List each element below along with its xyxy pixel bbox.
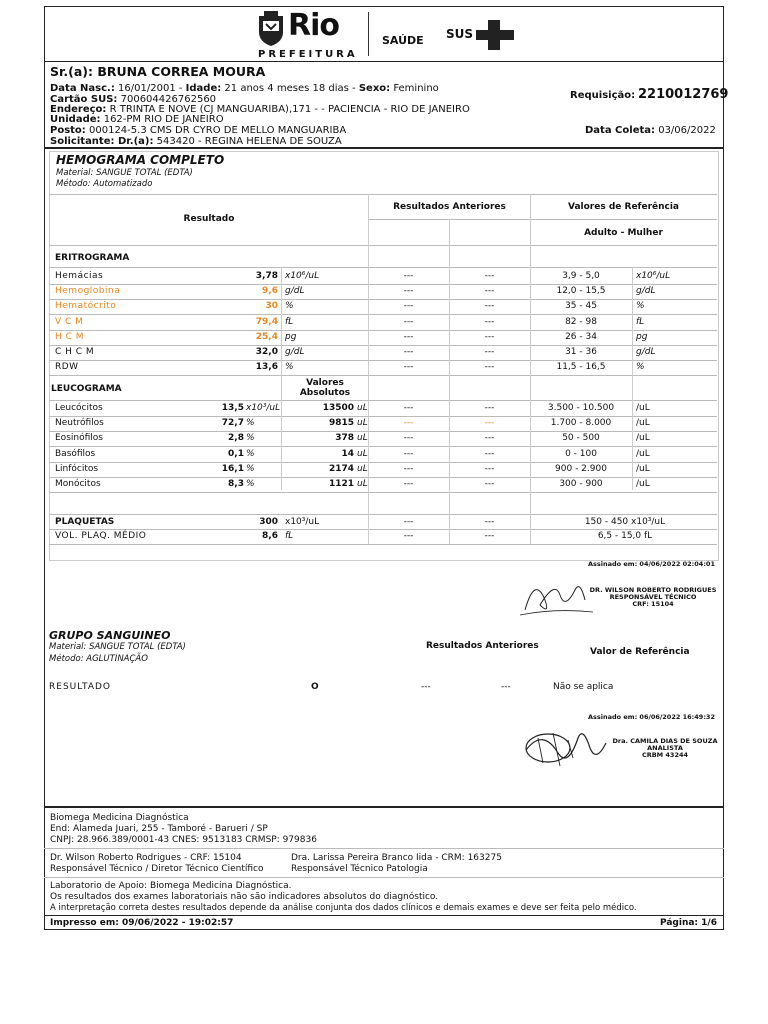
eritro-value: 32,0 bbox=[255, 347, 278, 357]
eritro-name: Hematócrito bbox=[55, 301, 117, 312]
eritro-unit: g/dL bbox=[285, 347, 305, 357]
table-head-top bbox=[49, 194, 717, 195]
leuco-name: Monócitos bbox=[55, 479, 101, 489]
leuco-prev-1: --- bbox=[403, 418, 414, 429]
row-rule bbox=[49, 314, 717, 315]
eritro-value: 13,6 bbox=[255, 362, 278, 373]
leuco-name: Leucócitos bbox=[55, 403, 103, 413]
eritro-ref: 31 - 36 bbox=[565, 347, 597, 357]
leuco-abs-unit: uL bbox=[357, 463, 368, 474]
eritro-prev-2: --- bbox=[484, 271, 495, 281]
sig-camila-role: ANALISTA bbox=[647, 744, 683, 752]
eritro-prev-2: --- bbox=[484, 362, 495, 373]
leuco-unit: % bbox=[246, 479, 255, 489]
col-divider bbox=[449, 219, 450, 544]
leuco-ref: 3.500 - 10.500 bbox=[547, 403, 615, 413]
vpm-ref: 6,5 - 15,0 fL bbox=[597, 531, 653, 541]
vpm-value: 8,6 bbox=[262, 531, 278, 541]
sig-wilson-name: DR. WILSON ROBERTO RODRIGUES bbox=[589, 586, 717, 594]
printed-date: Impresso em: 09/06/2022 - 19:02:57 bbox=[50, 918, 234, 928]
leuco-ref-unit: /uL bbox=[636, 448, 650, 459]
vpm-prev-1: --- bbox=[403, 531, 414, 541]
grupo-method: Método: AGLUTINAÇÃO bbox=[49, 654, 148, 664]
leuco-abs-unit: uL bbox=[357, 403, 368, 413]
eritro-value: 25,4 bbox=[255, 331, 278, 342]
footer-resp1-role: Responsável Técnico / Diretor Técnico Científico bbox=[50, 864, 264, 874]
leuco-abs: 13500 bbox=[322, 403, 354, 413]
eritro-ref-unit: fL bbox=[636, 316, 645, 327]
leuco-ref-unit: /uL bbox=[636, 433, 650, 444]
row-rule bbox=[49, 416, 717, 417]
saude-text: SAÚDE bbox=[382, 34, 424, 47]
col-divider bbox=[530, 194, 531, 544]
header-rule bbox=[44, 61, 724, 62]
sus-text: SUS bbox=[446, 27, 474, 41]
eritro-name: Hemácias bbox=[55, 271, 104, 281]
eritro-ref: 11,5 - 16,5 bbox=[556, 362, 606, 373]
eritro-value: 79,4 bbox=[255, 316, 278, 327]
row-rule bbox=[49, 299, 717, 300]
eritro-unit: fL bbox=[285, 316, 294, 327]
leuco-ref: 50 - 500 bbox=[562, 433, 600, 444]
eritro-prev-1: --- bbox=[403, 331, 414, 342]
eritrograma-title: ERITROGRAMA bbox=[55, 253, 130, 263]
footer-rule-2 bbox=[44, 848, 724, 849]
prefeitura-text: PREFEITURA bbox=[258, 49, 358, 60]
header-divider bbox=[368, 12, 369, 56]
patient-rule bbox=[44, 147, 724, 149]
footer-resp2-role: Responsável Técnico Patologia bbox=[291, 864, 428, 874]
footer-note-2: A interpretação correta destes resultados depende da análise conjunta dos dados clínicos e demais exames e deve ser feita pelo médico. bbox=[50, 903, 637, 913]
row-rule bbox=[49, 345, 717, 346]
footer-note-1: Os resultados dos exames laboratoriais não são indicadores absolutos do diagnóstico. bbox=[50, 892, 439, 902]
row-rule bbox=[49, 330, 717, 331]
eritro-ref-unit: g/dL bbox=[636, 286, 656, 297]
col-result-header: Resultado bbox=[183, 214, 235, 224]
leuco-ref-unit: /uL bbox=[636, 479, 650, 489]
eritro-value: 30 bbox=[265, 301, 278, 312]
leuco-ref: 300 - 900 bbox=[559, 479, 603, 489]
footer-lab: Biomega Medicina Diagnóstica bbox=[50, 813, 189, 823]
leuco-name: Eosinófilos bbox=[55, 433, 103, 444]
coat-of-arms-icon bbox=[256, 10, 286, 48]
eritro-unit: % bbox=[285, 362, 294, 373]
patient-name: Sr.(a): BRUNA CORREA MOURA bbox=[50, 64, 266, 79]
plaq-name: PLAQUETAS bbox=[55, 517, 115, 527]
eritro-ref: 12,0 - 15,5 bbox=[556, 286, 606, 297]
eritro-prev-2: --- bbox=[484, 347, 495, 357]
eritro-prev-1: --- bbox=[403, 301, 414, 312]
plaq-unit: x10³/uL bbox=[285, 517, 320, 527]
grupo-result-label: RESULTADO bbox=[49, 682, 111, 692]
patient-unit-line: Unidade: 162-PM RIO DE JANEIRO bbox=[50, 114, 224, 125]
leuco-name: Neutrófilos bbox=[55, 418, 104, 429]
leuco-ref-unit: /uL bbox=[636, 463, 650, 474]
eritro-prev-2: --- bbox=[484, 316, 495, 327]
leuco-rule bbox=[49, 400, 717, 401]
grupo-result-value: O bbox=[311, 682, 319, 692]
eritro-name: Hemoglobina bbox=[55, 286, 121, 297]
table-head-mid bbox=[368, 219, 717, 220]
leuco-ref: 1.700 - 8.000 bbox=[550, 418, 612, 429]
eritro-name: H C M bbox=[55, 331, 85, 342]
col-divider bbox=[368, 194, 369, 544]
leuco-prev-2: --- bbox=[484, 448, 495, 459]
hemograma-material: Material: SANGUE TOTAL (EDTA) bbox=[56, 168, 193, 178]
grupo-col-reference: Valor de Referência bbox=[590, 647, 690, 657]
footer-address: End: Alameda Juari, 255 - Tamboré - Barueri / SP bbox=[50, 824, 268, 834]
eritro-prev-1: --- bbox=[403, 347, 414, 357]
plaq-rule-top bbox=[49, 514, 717, 515]
patient-requester-line: Solicitante: Dr.(a): 543420 - REGINA HELENA DE SOUZA bbox=[50, 136, 342, 147]
plaq-prev-2: --- bbox=[484, 517, 495, 527]
leuco-name: Basófilos bbox=[55, 448, 96, 459]
col-divider bbox=[632, 267, 633, 490]
row-rule bbox=[49, 360, 717, 361]
footer-rule bbox=[44, 806, 724, 808]
vpm-prev-2: --- bbox=[484, 531, 495, 541]
eritro-prev-2: --- bbox=[484, 331, 495, 342]
footer-cnpj: CNPJ: 28.966.389/0001-43 CNES: 9513183 CRMSP: 979836 bbox=[50, 835, 317, 845]
patient-post-line: Posto: 000124-5.3 CMS DR CYRO DE MELLO MANGUARIBA bbox=[50, 125, 347, 136]
eritro-prev-2: --- bbox=[484, 301, 495, 312]
hemograma-method: Método: Automatizado bbox=[56, 179, 153, 189]
grupo-col-previous: Resultados Anteriores bbox=[426, 641, 539, 651]
leuco-unit: % bbox=[246, 418, 255, 429]
row-rule bbox=[49, 462, 717, 463]
footer-support: Laboratorio de Apoio: Biomega Medicina Diagnóstica. bbox=[50, 881, 292, 891]
eritro-ref-unit: x10⁶/uL bbox=[636, 271, 671, 281]
sig-camila-name: Dra. CAMILA DIAS DE SOUZA bbox=[612, 737, 718, 745]
table-head-bottom bbox=[49, 245, 717, 246]
leuco-abs-unit: uL bbox=[357, 418, 368, 429]
vpm-rule bbox=[49, 544, 717, 545]
leuco-unit: x10³/uL bbox=[246, 403, 281, 413]
vpm-name: VOL. PLAQ. MÉDIO bbox=[55, 531, 147, 541]
eritro-prev-1: --- bbox=[403, 271, 414, 281]
footer-resp1-name: Dr. Wilson Roberto Rodrigues - CRF: 15104 bbox=[50, 853, 242, 863]
leucograma-title: LEUCOGRAMA bbox=[51, 384, 122, 394]
leuco-prev-1: --- bbox=[403, 479, 414, 489]
leuco-prev-1: --- bbox=[403, 448, 414, 459]
hemograma-signed-date: Assinado em: 04/06/2022 02:04:01 bbox=[588, 560, 715, 568]
eritro-ref: 26 - 34 bbox=[565, 331, 597, 342]
leuco-ref-unit: /uL bbox=[636, 418, 650, 429]
plaq-value: 300 bbox=[259, 517, 278, 527]
row-rule bbox=[49, 477, 717, 478]
eritro-prev-2: --- bbox=[484, 286, 495, 297]
leuco-prev-1: --- bbox=[403, 463, 414, 474]
sig-wilson-crf: CRF: 15104 bbox=[632, 600, 674, 608]
eritro-value: 9,6 bbox=[262, 286, 278, 297]
leuco-ref: 900 - 2.900 bbox=[555, 463, 607, 474]
grupo-title: GRUPO SANGUINEO bbox=[49, 629, 171, 642]
leuco-abs: 14 bbox=[341, 448, 354, 459]
eritro-ref-unit: % bbox=[636, 301, 645, 312]
row-rule bbox=[49, 284, 717, 285]
eritro-ref: 3,9 - 5,0 bbox=[562, 271, 600, 281]
sig-camila-crbm: CRBM 43244 bbox=[641, 751, 689, 759]
leuco-value: 2,8 bbox=[228, 433, 244, 444]
eritro-ref-unit: pg bbox=[636, 331, 648, 342]
leuco-prev-2: --- bbox=[484, 403, 495, 413]
leuco-value: 13,5 bbox=[221, 403, 244, 413]
eritro-prev-1: --- bbox=[403, 286, 414, 297]
leuco-abs: 9815 bbox=[328, 418, 354, 429]
plaq-rule bbox=[49, 529, 717, 530]
grupo-prev-1: --- bbox=[421, 682, 431, 692]
leuco-unit: % bbox=[246, 448, 255, 459]
eritro-ref: 82 - 98 bbox=[565, 316, 597, 327]
col-previous-header: Resultados Anteriores bbox=[393, 202, 506, 212]
leuco-prev-2: --- bbox=[484, 418, 495, 429]
row-rule bbox=[49, 431, 717, 432]
grupo-signed-date: Assinado em: 06/06/2022 16:49:32 bbox=[588, 713, 715, 721]
row-rule bbox=[49, 446, 717, 447]
patient-birth-line: Data Nasc.: 16/01/2001 - Idade: 21 anos 4 meses 18 dias - Sexo: Feminino bbox=[50, 83, 439, 94]
eritro-ref: 35 - 45 bbox=[565, 301, 597, 312]
leuco-abs: 2174 bbox=[328, 463, 354, 474]
leuco-value: 16,1 bbox=[221, 463, 244, 474]
eritro-name: RDW bbox=[55, 362, 79, 373]
leuco-value: 72,7 bbox=[221, 418, 244, 429]
absolute-values-title: Valores Absolutos bbox=[299, 378, 351, 398]
hemograma-title: HEMOGRAMA COMPLETO bbox=[56, 153, 225, 167]
footer-resp2-name: Dra. Larissa Pereira Branco Iida - CRM: 163275 bbox=[291, 853, 502, 863]
page-number: Página: 1/6 bbox=[660, 918, 717, 928]
requisition: Requisição: 2210012769 bbox=[570, 87, 729, 102]
sig-wilson-role: RESPONSÁVEL TÉCNICO bbox=[609, 593, 697, 601]
leuco-ref-unit: /uL bbox=[636, 403, 650, 413]
eritro-prev-1: --- bbox=[403, 316, 414, 327]
eritro-rule bbox=[49, 267, 717, 268]
eritro-name: C H C M bbox=[55, 347, 95, 357]
rio-logo-text: Rio bbox=[288, 8, 339, 43]
row-rule bbox=[49, 492, 717, 493]
eritro-unit: x10⁶/uL bbox=[285, 271, 320, 281]
eritro-unit: g/dL bbox=[285, 286, 305, 297]
row-rule bbox=[49, 375, 717, 376]
leuco-prev-2: --- bbox=[484, 463, 495, 474]
leuco-ref: 0 - 100 bbox=[565, 448, 597, 459]
leuco-unit: % bbox=[246, 463, 255, 474]
collect-date: Data Coleta: 03/06/2022 bbox=[585, 125, 716, 136]
col-ref-sub-header: Adulto - Mulher bbox=[584, 228, 663, 238]
leuco-unit: % bbox=[246, 433, 255, 444]
eritro-value: 3,78 bbox=[255, 271, 278, 281]
vpm-unit: fL bbox=[285, 531, 294, 541]
leuco-prev-1: --- bbox=[403, 403, 414, 413]
leuco-abs-unit: uL bbox=[357, 448, 368, 459]
leuco-name: Linfócitos bbox=[55, 463, 99, 474]
patient-address-line: Endereço: R TRINTA E NOVE (CJ MANGUARIBA),171 - - PACIENCIA - RIO DE JANEIRO bbox=[50, 104, 470, 115]
leuco-abs: 378 bbox=[335, 433, 354, 444]
leuco-abs: 1121 bbox=[328, 479, 354, 489]
leuco-abs-unit: uL bbox=[357, 433, 368, 444]
col-reference-header: Valores de Referência bbox=[567, 202, 680, 212]
eritro-unit: % bbox=[285, 301, 294, 312]
leuco-prev-1: --- bbox=[403, 433, 414, 444]
eritro-unit: pg bbox=[285, 331, 297, 342]
eritro-ref-unit: % bbox=[636, 362, 645, 373]
footer-rule-4 bbox=[44, 915, 724, 916]
leuco-value: 8,3 bbox=[228, 479, 244, 489]
eritro-prev-1: --- bbox=[403, 362, 414, 373]
eritro-name: V C M bbox=[55, 316, 84, 327]
leuco-prev-2: --- bbox=[484, 479, 495, 489]
plaq-prev-1: --- bbox=[403, 517, 414, 527]
patient-card-line: Cartão SUS: 700604426762560 bbox=[50, 94, 217, 105]
col-divider bbox=[281, 267, 282, 490]
grupo-ref: Não se aplica bbox=[553, 682, 614, 692]
grupo-material: Material: SANGUE TOTAL (EDTA) bbox=[49, 642, 186, 652]
grupo-prev-2: --- bbox=[501, 682, 511, 692]
leuco-value: 0,1 bbox=[228, 448, 244, 459]
header-logos bbox=[250, 8, 520, 63]
leuco-abs-unit: uL bbox=[357, 479, 368, 489]
plaq-ref: 150 - 450 x10³/uL bbox=[584, 517, 666, 527]
footer-rule-3 bbox=[44, 877, 724, 878]
leuco-prev-2: --- bbox=[484, 433, 495, 444]
eritro-ref-unit: g/dL bbox=[636, 347, 656, 357]
sus-cross-icon bbox=[476, 20, 514, 50]
